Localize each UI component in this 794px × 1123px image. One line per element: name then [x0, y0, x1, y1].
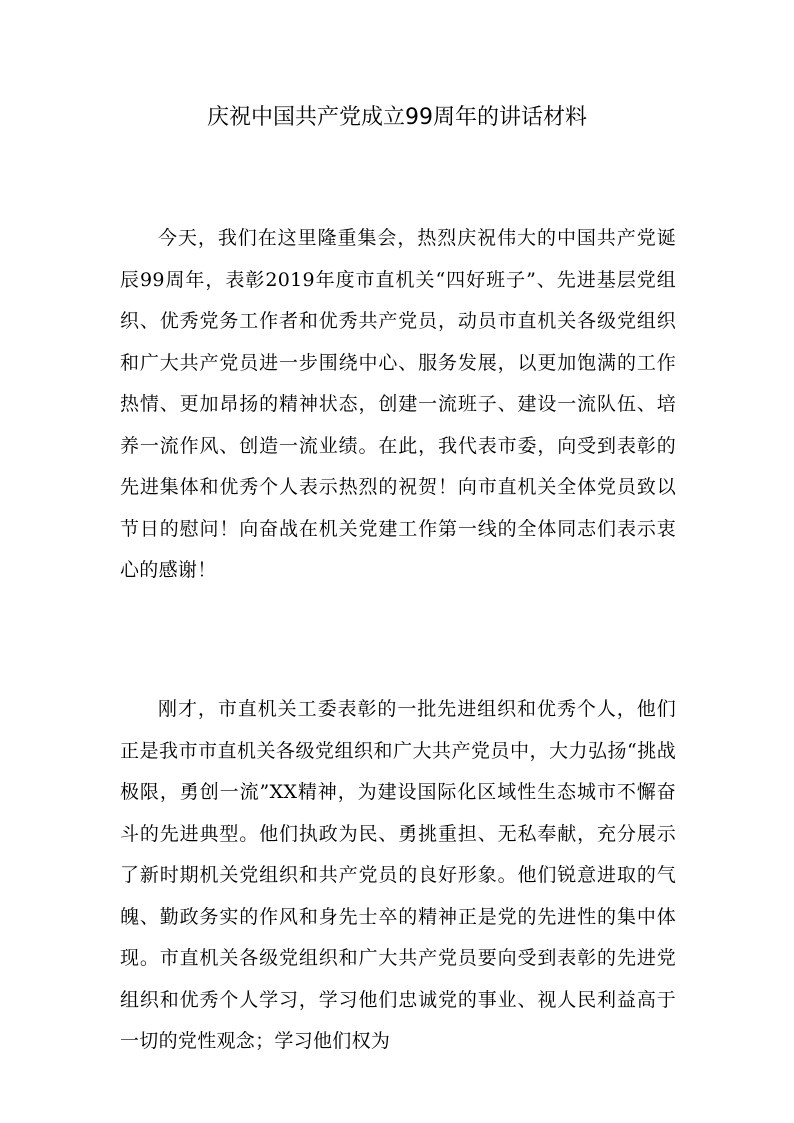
- document-title: 庆祝中国共产党成立99周年的讲话材料: [207, 105, 587, 130]
- paragraph-1: 今天，我们在这里隆重集会，热烈庆祝伟大的中国共产党诞辰99周年，表彰2019年度市直机关“四好班子”、先进基层党组织、优秀党务工作者和优秀共产党员，动员市直机关各级党组织和广大共产党员进一步围绕中心、服务发展，以更加饱满的工作热情、更加昂扬的精神状态，创建一流班子、建设一流队伍、培养一流作风、创造一流业绩。在此，我代表市委，向受到表彰的先进集体和优秀个人表示热烈的祝贺！向市直机关全体党员致以节日的慰问！向奋战在机关党建工作第一线的全体同志们表示衷心的感谢！: [120, 227, 676, 581]
- paragraph-2: 刚才，市直机关工委表彰的一批先进组织和优秀个人，他们正是我市市直机关各级党组织和广大共产党员中，大力弘扬“挑战极限，勇创一流”XX精神，为建设国际化区域性生态城市不懈奋斗的先进典型。他们执政为民、勇挑重担、无私奉献，充分展示了新时期机关党组织和共产党员的良好形象。他们锐意进取的气魄、勤政务实的作风和身先士卒的精神正是党的先进性的集中体现。市直机关各级党组织和广大共产党员要向受到表彰的先进党组织和优秀个人学习，学习他们忠诚党的事业、视人民利益高于一切的党性观念；学习他们权为: [120, 698, 676, 1052]
